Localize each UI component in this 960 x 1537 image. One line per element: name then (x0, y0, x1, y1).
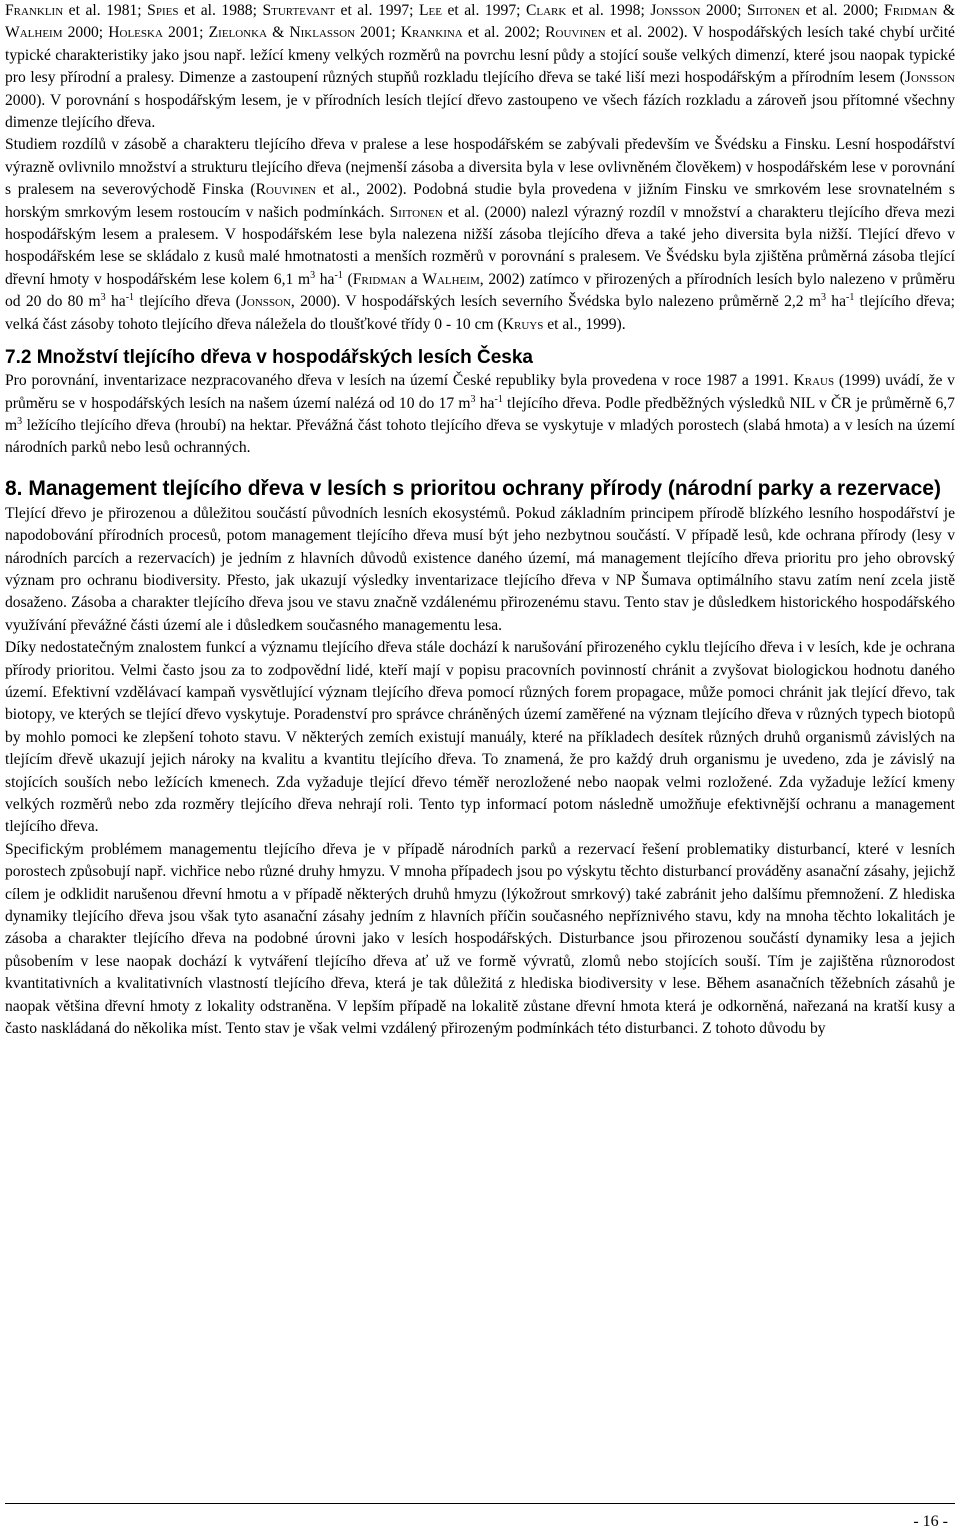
paragraph-czech-inventory: Pro porovnání, inventarizace nezpracovaného dřeva v lesích na území České republiky byla provedena v roce 1987 a 1991. Kraus (1999) uvádí, že v průměru se v hospodářských lesích na našem území nalézá od 10 do 17 $m^3$ $ha^{-1}$ tlejícího dřeva. Podle předběžných výsledků NIL v ČR je průměrně 6,7 $m^3$ ležícího tlejícího dřeva (hroubí) na hektar. Převážná část tohoto tlejícího dřeva se vyskytuje v mladých porostech (slabá hmota) a v lesích na území národních parků nebo lesů ochranných. (5, 372, 955, 457)
chapter-heading-8: 8. Management tlejícího dřeva v lesích s prioritou ochrany přírody (národní parky a rezervace) (5, 476, 941, 500)
page-number: - 16 - (913, 1513, 948, 1530)
paragraph-disturbances: Specifickým problémem managementu tlejícího dřeva je v případě národních parků a rezervací řešení problematiky disturbancí, které v lesních porostech způsobují např. vichřice nebo různé druhy hmyzu. V mnoha případech jsou po výskytu těchto disturbancí prováděny asanační zásahy, jejichž cílem je odklidit narušenou dřevní hmotu a v případě některých druhů hmyzu (lýkožrout smrkový) také zabránit jeho dalšímu přemnožení. Z hlediska dynamiky tlejícího dřeva jsou však tyto asanační zásahy jedním z hlavních příčin současného nepříznivého stavu, kdy na mnoha těchto lokalitách je zásoba a charakter tlejícího dřeva na podobné úrovni jako v lesích hospodářských. Disturbance jsou přirozenou součástí dynamiky lesa a jejich působením v lese naopak dochází k vytváření tlejícího dřeva ať už ve formě vývratů, zlomů nebo stojících souší. Tím je zajištěna různorodost kvantitativních a kvalitativních vlastností tlejícího dřeva, která je tak důležitá z hlediska biodiversity v lese. Během asanačních těžebních zásahů je naopak většina dřevní hmoty z lokality odstraněna. V lepším případě na lokalitě zůstane dřevní hmota která je odkorněná, nařezaná na kratší kusy a často naskládaná do několika míst. Tento stav je však velmi vzdálený přirozeným podmínkách této disturbanci. Z tohoto důvodu by (5, 840, 955, 1038)
paragraph-references: Franklin et al. 1981; Spies et al. 1988; Sturtevant et al. 1997; Lee et al. 1997; Clark et al. 1998; Jonsson 2000; Siitonen et al. 2000; Fridman & Walheim 2000; Holeska 2001; Zielonka & Niklasson 2001; Krankina et al. 2002; Rouvinen et al. 2002). V hospodářských lesích také chybí určité typické charakteristiky jako jsou např. ležící kmeny velkých rozměrů na povrchu lesní půdy a stojící souše velkých dimenzí, které jsou naopak typické pro lesy přírodní a pralesy. Dimenze a zastoupení různých stupňů rozkladu tlejícího dřeva se také liší mezi hospodářským a přírodním lesem (Jonsson 2000). V porovnání s hospodářským lesem, je v přírodních lesích tlející dřevo zastoupeno ve všech fázích rozkladu a zároveň jsou přítomné všechny dimenze tlejícího dřeva. (5, 2, 955, 132)
paragraph-sweden-finland: Studiem rozdílů v zásobě a charakteru tlejícího dřeva v pralese a lese hospodářském se zabývali především ve Švédsku a Finsku. Lesní hospodářství výrazně ovlivnilo množství a strukturu tlejícího dřeva (nejmenší zásoba a diversita byla v lese ovlivněném člověkem) v hospodářském lese v porovnání s pralesem na severovýchodě Finska (Rouvinen et al., 2002). Podobná studie byla provedena v jižním Finsku ve smrkovém lese srovnatelném s horským smrkovým lesem rostoucím v našich podmínkách. Siitonen et al. (2000) nalezl výrazný rozdíl v množství a charakteru tlejícího dřeva mezi hospodářským lesem a pralesem. V hospodářském lese byla nalezena nižší zásoba tlejícího dřeva a také jeho diversita byla nižší. Tlející dřevo v hospodářském lese se skládalo z kusů malé hmotnatosti a menších rozměrů v porovnání s pralesem. Ve Švédsku byla zjištěna průměrná zásoba tlející dřevní hmoty v hospodářském lese kolem 6,1 $m^3$ $ha^{-1}$ (Fridman a Walheim, 2002) zatímco v přirozených a přírodních lesích bylo nalezeno v průměru od 20 do 80 $m^3$ $ha^{-1}$ tlejícího dřeva (Jonsson, 2000). V hospodářských lesích severního Švédska bylo nalezeno průměrně 2,2 $m^3$ $ha^{-1}$ tlejícího dřeva; velká část zásoby tohoto tlejícího dřeva náležela do tloušťkové třídy 0 - 10 cm (Kruys et al., 1999). (5, 136, 956, 333)
footer-divider (5, 1503, 955, 1504)
paragraph-knowledge: Díky nedostatečným znalostem funkcí a významu tlejícího dřeva stále dochází k narušování přirozeného cyklu tlejícího dřeva i v lesích, kde je ochrana přírody prioritou. Velmi často jsou za to zodpovědní lidé, kteří mají v popisu pracovních povinností chránit a zvyšovat biologickou hodnotu daného území. Efektivní vzdělávací kampaň vysvětlující význam tlejícího dřeva pomocí různých forem propagace, může pomoci chránit jak tlející dřevo, tak biotopy, ve kterých se tlející dřevo vyskytuje. Poradenství pro správce chráněných území zaměřené na význam tlejícího dřeva v různých typech biotopů by mohlo pomoci ke zlepšení tohoto stavu. V některých zemích existují manuály, které na příkladech desítek různých druhů organismů závislých na tlejícím dřevě ukazují jejich nároky na kvalitu a kvantitu tlejícího dřeva. To znamená, že pro každý druh organismu je uvedeno, zda je závislý na stojících souších nebo ležících kmenech. Zda vyžaduje tlející dřevo téměř nerozložené nebo naopak velmi rozložené. Zda vyžaduje ležící kmeny velkých rozměrů nebo zda rozměry tlejícího dřeva nehrají roli. Tento typ informací potom následně umožňuje efektivnější ochranu a management tlejícího dřeva. (5, 639, 955, 836)
document-page (5, 0, 955, 1040)
section-heading-7-2: 7.2 Množství tlejícího dřeva v hospodářských lesích Česka (5, 347, 533, 369)
paragraph-management-intro: Tlející dřevo je přirozenou a důležitou součástí původních lesních ekosystémů. Pokud základním principem přírodě blízkého lesního hospodářství je napodobování přírodních procesů, potom management tlejícího dřeva musí být jeho nezbytnou součástí. V případě lesů, kde ochrana přírody (lesy v národních parcích a rezervacích) je jedním z hlavních důvodů existence daného území, má management tlejícího dřeva prioritu pro jeho obrovský význam pro ochranu biodiversity. Přesto, jak ukazují výsledky inventarizace tlejícího dřeva v NP Šumava optimálního stavu zatím není zcela jistě dosaženo. Zásoba a charakter tlejícího dřeva jsou ve stavu značně vzdálenému přirozenému stavu. Tento stav je důsledkem historického hospodářského využívání převážné části území ale i důsledkem současného managementu lesa. (5, 504, 955, 634)
